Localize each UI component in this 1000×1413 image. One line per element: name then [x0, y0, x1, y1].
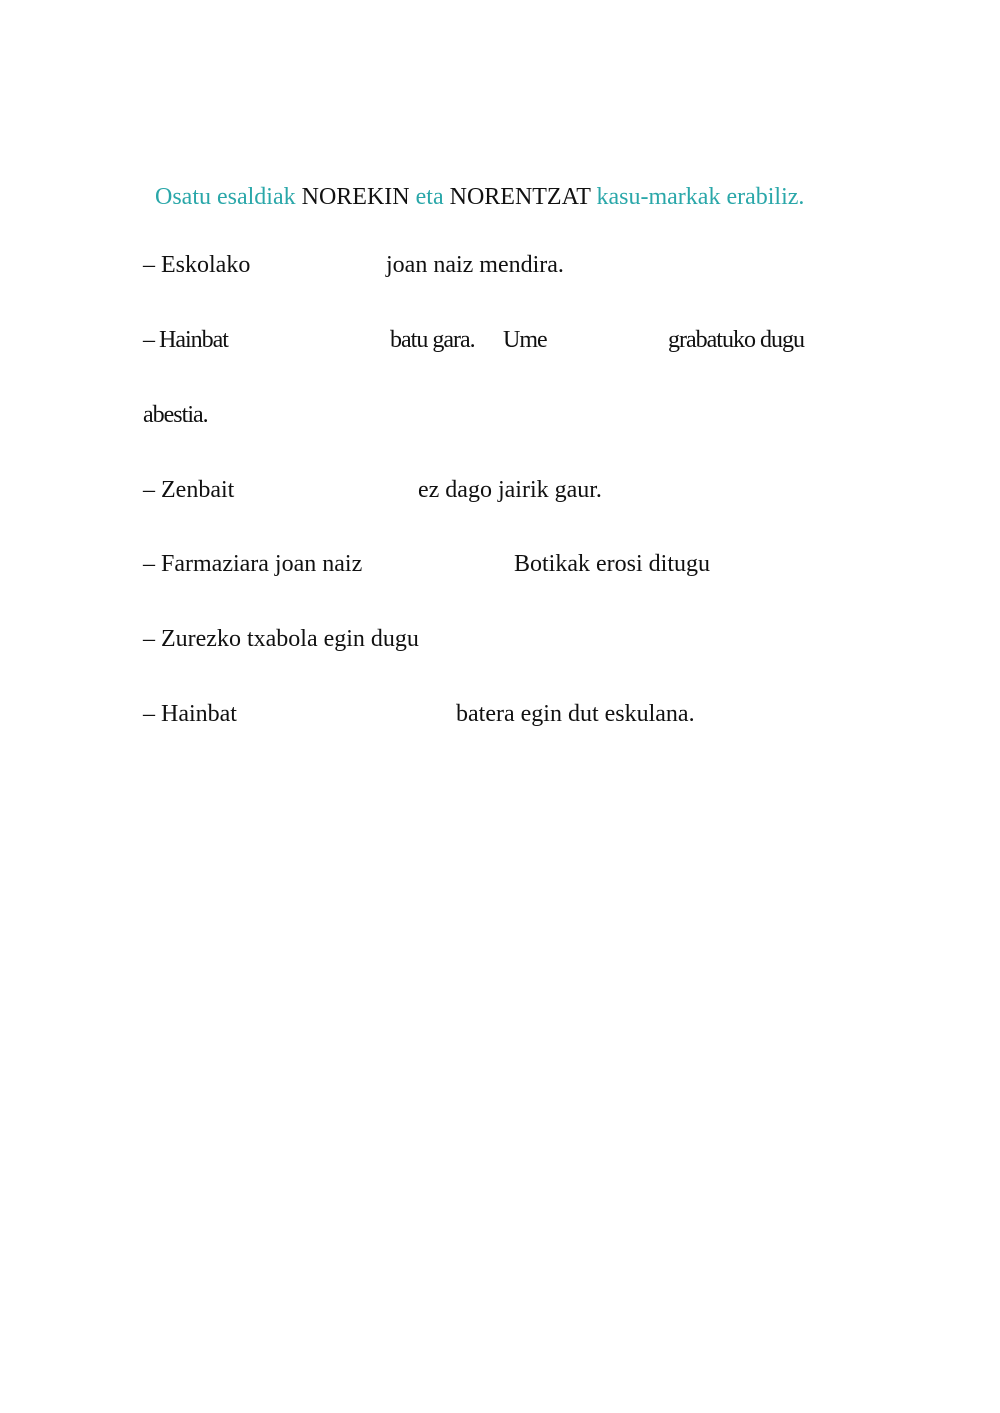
instruction-part-3: kasu-markak erabiliz. [596, 184, 805, 210]
sentence-3-end: ez dago jairik gaur. [418, 477, 602, 503]
sentence-4-start: – Farmaziara joan naiz [143, 551, 363, 577]
instruction-keyword-norentzat: NORENTZAT [449, 184, 591, 210]
sentence-2-start: – Hainbat [143, 327, 228, 353]
sentence-2-middle: batu gara. [390, 327, 475, 353]
instruction-title [155, 184, 804, 211]
sentence-5: – Zurezko txabola egin dugu [143, 626, 419, 652]
sentence-2-end: abestia. [143, 402, 208, 428]
sentence-6-end: batera egin dut eskulana. [456, 701, 695, 727]
sentence-6-start: – Hainbat [143, 701, 237, 727]
instruction-keyword-norekin: NOREKIN [301, 184, 410, 210]
sentence-4-end: Botikak erosi ditugu [514, 551, 710, 577]
sentence-1-end: joan naiz mendira. [386, 252, 564, 278]
sentence-1-start: – Eskolako [143, 252, 251, 278]
instruction-part-2: eta [415, 184, 444, 210]
sentence-3-start: – Zenbait [143, 477, 235, 503]
instruction-part-1: Osatu esaldiak [155, 184, 296, 210]
sentence-2-after: grabatuko dugu [668, 327, 804, 353]
sentence-2-ume: Ume [503, 327, 547, 353]
